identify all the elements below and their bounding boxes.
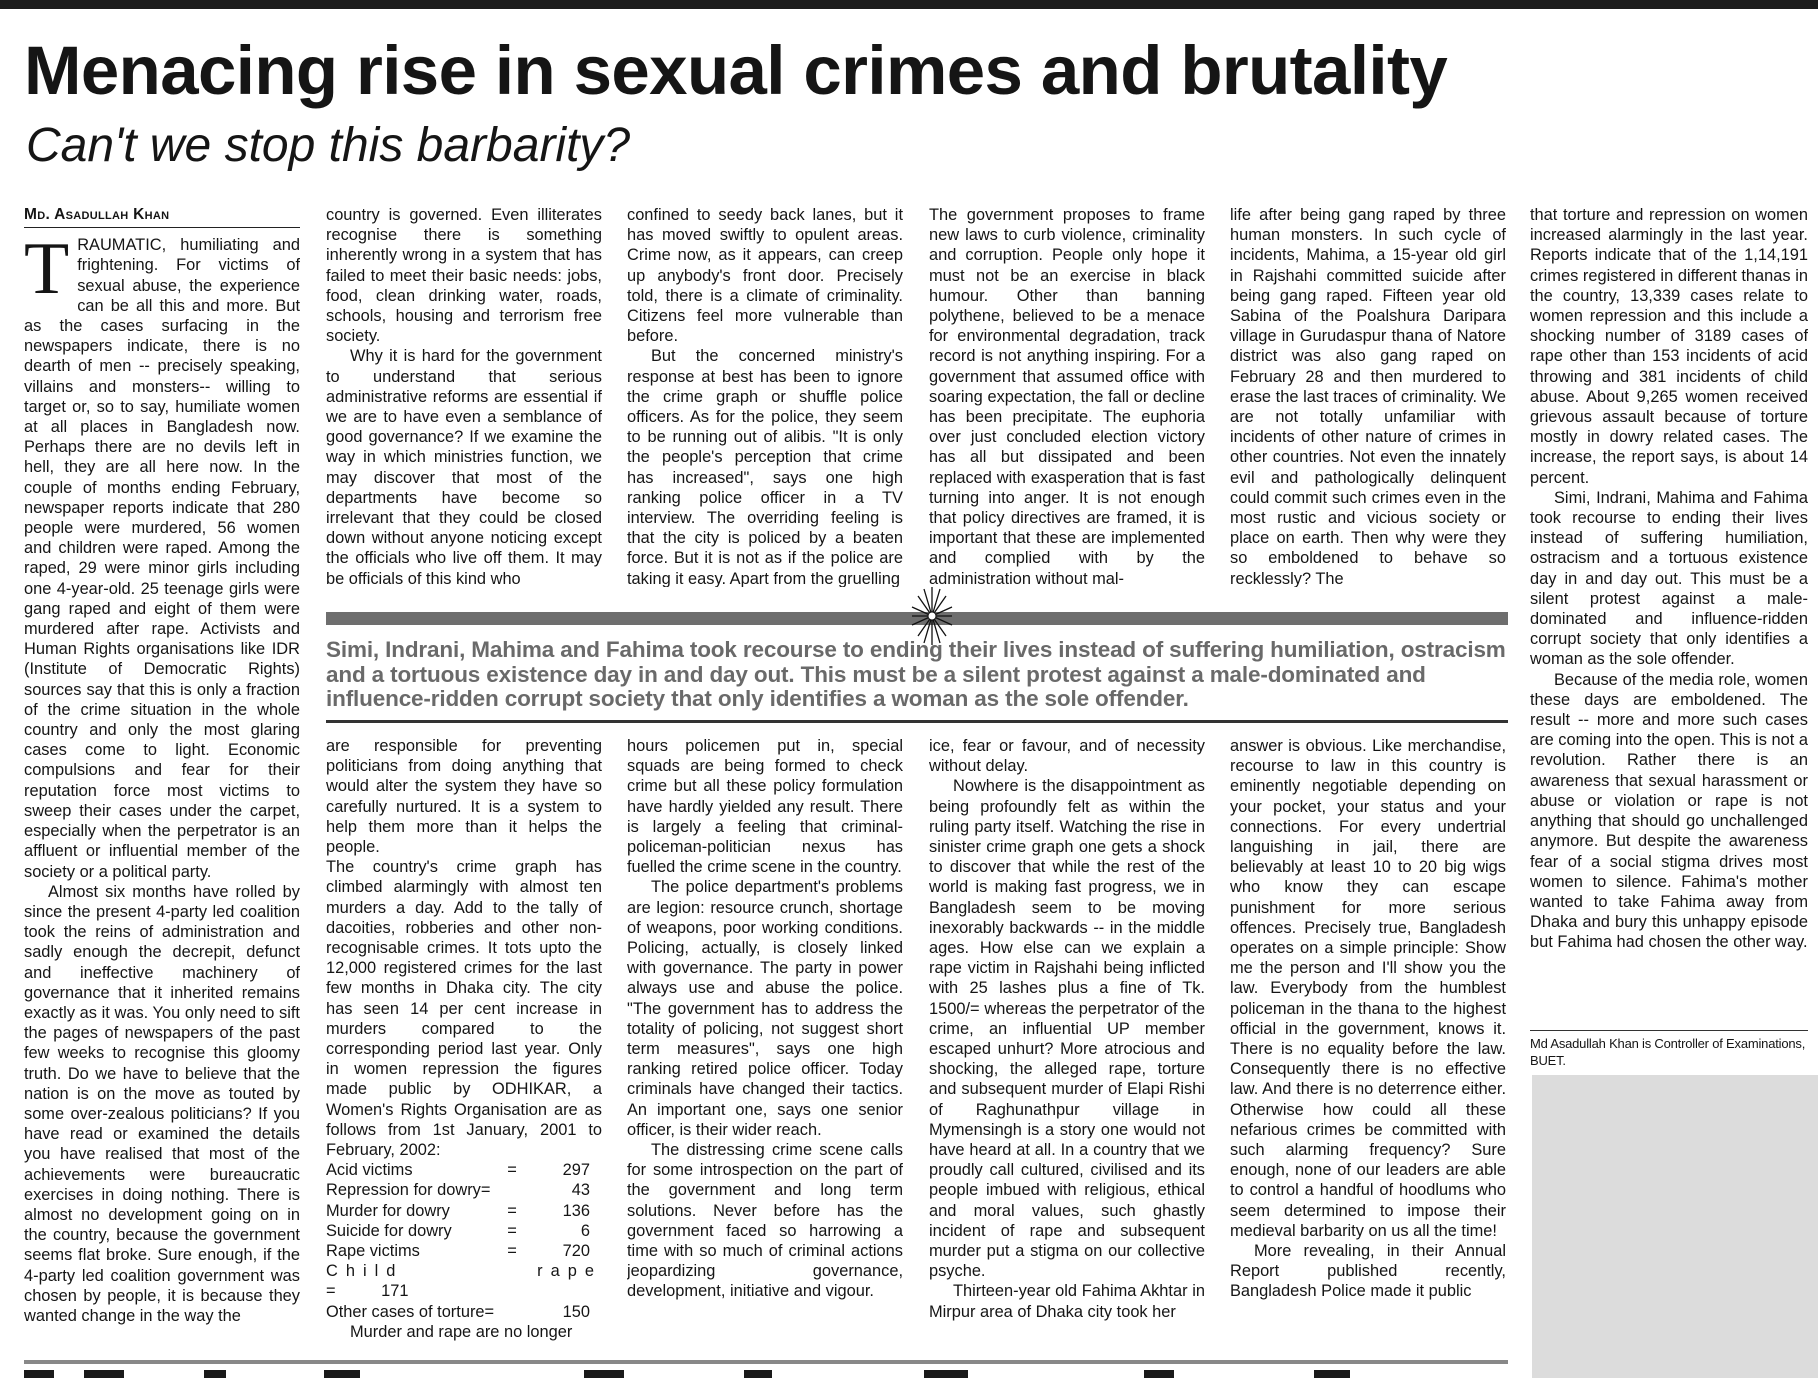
- author-note: Md Asadullah Khan is Controller of Examinations, BUET.: [1530, 1036, 1806, 1068]
- paragraph: Because of the media role, women these days are emboldened. The result -- more and more such cases are coming into the open. This is not a revolution. Rather there is an awareness that sexual harassment or abuse or violation or rape is not anything that should go unchallenged anymore. But despite the awareness fear of a social stigma drives most women to silence. Fahima's mother wanted to take Fahima away from Dhaka and bury this unhappy episode but Fahima had chosen the other way.: [1530, 670, 1808, 952]
- paragraph: The government proposes to frame new laws to curb violence, criminality and corruption. People only hope it must not be an exercise in black humour. Other than banning polythene, believed to be a menace for environmental degradation, track record is not anything inspiring. For a government that assumed office with soaring expectation, the fall or decline has been precipitate. The euphoria over just concluded election victory has all but dissipated and been replaced with exasperation that is fast turning into anger. It is not enough that policy directives are framed, it is important that these are implemented and complied with by the administration without mal-: [929, 206, 1205, 587]
- paragraph: Simi, Indrani, Mahima and Fahima took recourse to ending their lives instead of suffering humiliation, ostracism and a tortuous existence day in and day out. This must be a silent protest against a male-dominated and influence-ridden corrupt society that only identifies a woman as the sole offender.: [1530, 488, 1808, 669]
- column-4-top: [929, 205, 1205, 587]
- paragraph: confined to seedy back lanes, but it has moved swiftly to opulent areas. Crime now, as it appears, can creep up anybody's front door. Precisely told, there is a climate of criminality. Citizens feel more vulnerable than before.: [627, 206, 903, 346]
- pullquote: Simi, Indrani, Mahima and Fahima took recourse to ending their lives instead of suffering humiliation, ostracism and a tortuous existence day in and day out. This must be a silent protest against a male-dominated and influence-ridden corrupt society that only identifies a woman as the sole offender.: [326, 637, 1506, 711]
- paragraph: are responsible for preventing politicians from doing anything that would alter the system they have so carefully nurtured. It is a system to help them more than it helps the people.: [326, 737, 602, 857]
- paragraph: Why it is hard for the government to understand that serious administrative reforms are essential if we are to have even a semblance of good governance? If we examine the way in which ministries function, we may discover that most of the departments have become so irrelevant that they could be closed down without anyone noticing except the officials who live off them. It may be officials of this kind who: [326, 347, 602, 587]
- paragraph: Murder and rape are no longer: [350, 1322, 573, 1341]
- top-rule: [0, 0, 1818, 9]
- column-6: [1530, 205, 1808, 1017]
- paragraph: But the concerned ministry's response at best has been to ignore the crime graph or shuffle police officers. As for the police, they seem to be running out of alibis. "It is only the people's perception that crime has increased", says one high ranking police officer in a TV interview. The overriding feeling is that the city is policed by a beaten force. But it is not as if the police are taking it easy. Apart from the gruelling: [627, 347, 903, 587]
- column-5-top: [1230, 205, 1506, 587]
- paragraph: life after being gang raped by three human monsters. In such cycle of incidents, Mahima, a 15-year old girl in Rajshahi committed suicide after being gang raped. Fifteen year old Sabina of the Poalshura Daripara village in Gurudaspur thana of Natore district was also gang raped on February 28 and then murdered to erase the last traces of criminality. We are not totally unfamiliar with incidents of other nature of crimes in other countries. Not even the innately evil and pathologically delinquent could commit such crimes even in the most rustic and vicious society or place on earth. Then why were they so emboldened to behave so recklessly? The: [1230, 206, 1506, 587]
- paragraph: Thirteen-year old Fahima Akhtar in Mirpur area of Dhaka city took her: [929, 1282, 1205, 1321]
- paragraph: Almost six months have rolled by since the present 4-party led coalition took the reins of administration and sadly enough the decrepit, defunct and ineffective machinery of governance that it inherited remains exactly as it was. You only need to sift the pages of newspapers of the past few weeks to recognise this gloomy truth. Do we have to believe that the nation is on the move as touted by some over-zealous politicians? If you have read or examined the details you have realised that most of the achievements were bureaucratic exercises in doing nothing. There is almost no development going on in the country, because the government seems flat broke. Sure enough, if the 4-party led coalition government was chosen by people, it is because they wanted change in the way the: [24, 882, 300, 1325]
- byline: Md. Asadullah Khan: [24, 205, 300, 228]
- column-3-bottom: [627, 736, 903, 1358]
- column-5-bottom: [1230, 736, 1506, 1358]
- column-2-top: [326, 205, 602, 587]
- paragraph: hours policemen put in, special squads are being formed to check crime but all these policy formulation have hardly yielded any result. There is largely a feeling that criminal-policeman-politician nexus has fuelled the crime scene in the country.: [627, 737, 903, 877]
- child-rape-value: = 171: [326, 1282, 409, 1301]
- column-4-bottom: [929, 736, 1205, 1358]
- other-torture-row: [326, 1302, 602, 1322]
- table-row: Repression for dowry= 43: [326, 1181, 590, 1200]
- bottom-rule: [24, 1360, 1508, 1364]
- pullquote-bottom-rule: [326, 720, 1508, 723]
- adjacent-article-box: [1532, 1075, 1818, 1378]
- paragraph: The distressing crime scene calls for some introspection on the part of the government and long term solutions. Never before has the government faced so harrowing a time with so much of criminal actions jeopardizing governance, development, initiative and vigour.: [627, 1141, 903, 1301]
- column-2-bottom: [326, 736, 602, 1358]
- paragraph: The country's crime graph has climbed alarmingly with almost ten murders a day. Add to the tally of dacoities, robberies and other non-recognisable crimes. It tots upto the 12,000 registered crimes for the last few months in Dhaka city. The city has seen 14 per cent increase in murders compared to the corresponding period last year. Only in women repression the figures made public by ODHIKAR, a Women's Rights Organisation are as follows from 1st January, 2001 to February, 2002:: [326, 858, 602, 1160]
- paragraph: More revealing, in their Annual Report published recently, Bangladesh Police made it public: [1230, 1242, 1506, 1301]
- subheadline: Can't we stop this barbarity?: [26, 119, 631, 172]
- next-headline-fragment: [24, 1366, 1508, 1378]
- column-1: [24, 205, 300, 1357]
- paragraph: TRAUMATIC, humiliating and frightening. For victims of sexual abuse, the experience can be all this and more. But as the cases surfacing in the newspapers indicate, there is no dearth of men -- precisely speaking, villains and monsters-- willing to target or, so to say, humiliate women at all places in Bangladesh now. Perhaps there are no devils left in hell, they are all here now. In the couple of months ending February, newspaper reports indicate that 280 people were murdered, 56 women and children were raped. Among the raped, 29 were minor girls including one 4-year-old. 25 teenage girls were gang raped and eight of them were murdered after rape. Activists and Human Rights organisations like IDR (Institute of Democratic Rights) sources say that this is only a fraction of the crime situation in the whole country and only the most glaring cases come to light. Economic compulsions and fear for their reputation force most victims to sweep their cases under the carpet, especially when the perpetrator is an affluent or influential member of the society or a political party.: [24, 228, 300, 881]
- child-rape-label: Child rape: [326, 1262, 602, 1281]
- table-row: Suicide for dowry = 6: [326, 1221, 590, 1240]
- drop-cap: T: [24, 228, 70, 311]
- paragraph: The police department's problems are legion: resource crunch, shortage of weapons, poor working conditions. Policing, actually, is closely linked with governance. The party in power always use and abuse the police. "The government has to address the totality of policing, not suggest short term measures", says one high ranking retired police officer. Today criminals have changed their tactics. An important one, says one senior officer, is their wider reach.: [627, 878, 903, 1139]
- paragraph: country is governed. Even illiterates recognise there is something inherently wrong in a system that has failed to meet their basic needs: jobs, food, clean drinking water, roads, schools, housing and terrorism free society.: [326, 206, 602, 346]
- author-note-rule: [1530, 1030, 1808, 1031]
- headline: Menacing rise in sexual crimes and brutality: [24, 32, 1448, 109]
- paragraph: ice, fear or favour, and of necessity without delay.: [929, 737, 1205, 776]
- column-3-top: [627, 205, 903, 587]
- table-row: Rape victims = 720: [326, 1242, 590, 1261]
- paragraph: that torture and repression on women increased alarmingly in the last year. Reports indicate that of the 1,14,191 crimes registered in different thanas in the country, 13,339 cases relate to women repression and this include a shocking number of 3189 cases of rape other than 153 incidents of acid throwing and 381 incidents of child abuse. About 9,265 women received grievous assault because of torture mostly in dowry related cases. The increase, the report says, is about 14 percent.: [1530, 206, 1808, 487]
- table-row: Other cases of torture= 150: [326, 1302, 590, 1321]
- paragraph: answer is obvious. Like merchandise, recourse to law in this country is eminently negotiable depending on your pocket, your status and your connections. For every undertrial languishing in jail, there are believably at least 10 to 20 big wigs who know they can escape punishment for more serious offences. Precisely true, Bangladesh operates on a simple principle: Show me the person and I'll show you the law. Everybody from the humblest policeman in the thana to the highest official in the government, knows it. There is no equality before the law. Consequently there is no effective law. And there is no deterrence either. Otherwise how could all these nefarious crimes be committed with such alarming frequency? Sure enough, none of our leaders are able to control a handful of hoodlums who seem determined to impose their medieval barbarity on us all the time!: [1230, 737, 1506, 1240]
- table-row: Murder for dowry = 136: [326, 1201, 590, 1220]
- crime-statistics-table: [326, 1160, 602, 1261]
- paragraph: Nowhere is the disappointment as being profoundly felt as within the ruling party itself. Watching the rise in sinister crime graph one gets a shock to discover that while the rest of the world is making fast progress, we in Bangladesh seem to be moving inexorably backwards -- in the middle ages. How else can we explain a rape victim in Rajshahi being inflicted with 25 lashes plus a fine of Tk. 1500/= whereas the perpetrator of the crime, an influential UP member escaped unhurt? More atrocious and shocking, the alleged rape, torture and subsequent murder of Elapi Rishi of Raghunathpur village in Mymensingh is a story one would not have heard at all. In a country that we proudly call cultured, civilised and its people imbued with religious, ethical and moral values, such ghastly incident of rape and subsequent murder put a stigma on our collective psyche.: [929, 777, 1205, 1281]
- table-row: Acid victims = 297: [326, 1161, 590, 1180]
